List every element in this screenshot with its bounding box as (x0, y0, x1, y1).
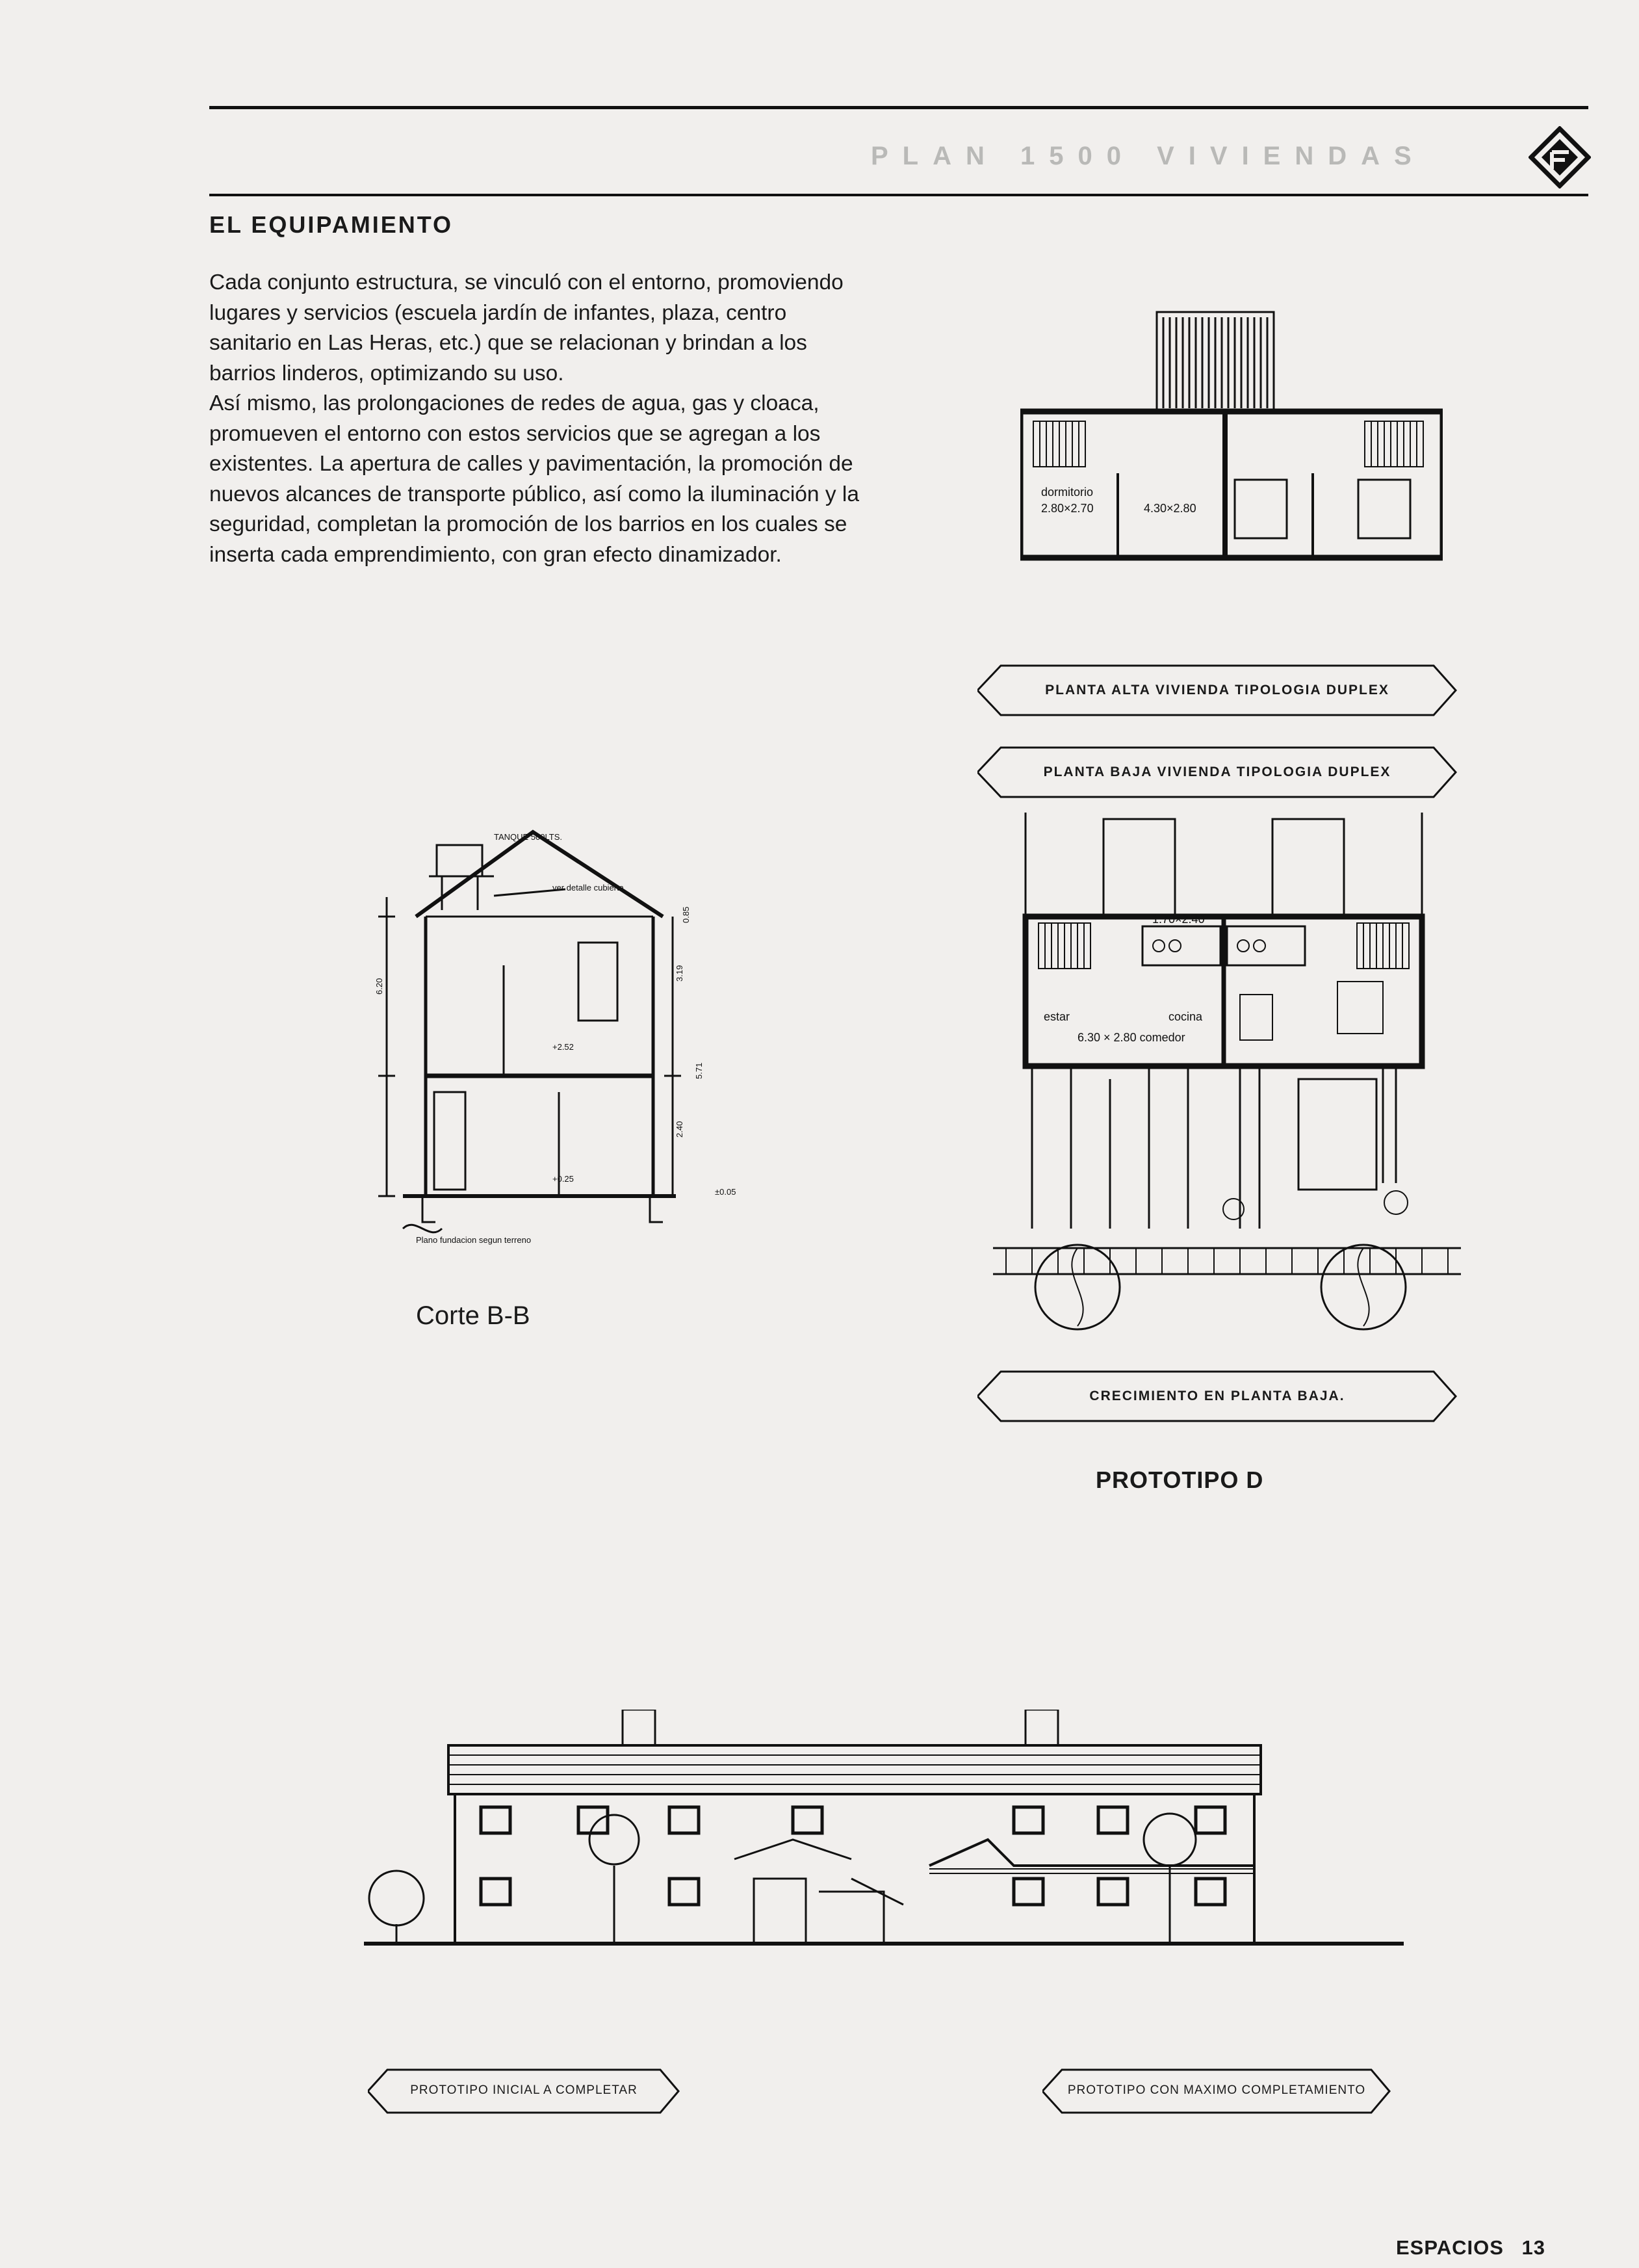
lower-plan-banner: PLANTA BAJA VIVIENDA TIPOLOGIA DUPLEX (1043, 764, 1391, 779)
roof-detail-label: ver detalle cubierta (552, 883, 624, 893)
dimension-label: 0.85 (681, 906, 691, 923)
room-dims: 2.80×2.70 (1041, 502, 1094, 515)
room-label: estar (1044, 1010, 1070, 1023)
header-rule-top (209, 106, 1588, 109)
page-number: 13 (1521, 2236, 1546, 2259)
tank-label: TANQUE 500LTS. (494, 832, 562, 842)
magazine-name: ESPACIOS (1396, 2236, 1504, 2259)
upper-floor-plan (1020, 311, 1443, 564)
room-dims: 6.30 × 2.80 comedor (1078, 1031, 1185, 1044)
lower-floor-plan (993, 806, 1461, 1359)
level-label: +0.25 (552, 1174, 574, 1184)
room-label: dormitorio (1041, 486, 1094, 499)
upper-plan-banner: PLANTA ALTA VIVIENDA TIPOLOGIA DUPLEX (1045, 683, 1389, 697)
initial-prototype-banner: PROTOTIPO INICIAL A COMPLETAR (410, 2083, 638, 2097)
level-label: ±0.05 (715, 1187, 736, 1197)
paragraph: Así mismo, las prolongaciones de redes de agua, gas y cloaca, promueven el entorno con estos servicios que se agregan a los existentes. La apertura de calles y pavimentación, la promoción de nuevos alcances de transporte público, así como la iluminación y la seguridad, completan la promoción de los barrios en los cuales se inserta cada emprendimiento, con gran efecto dinamizador. (209, 391, 859, 567)
paragraph: Cada conjunto estructura, se vinculó con el entorno, promoviendo lugares y servicios (escuela jardín de infantes, plaza, centro sanitario en Las Heras, etc.) que se relacionan y brindan a los barrios linderos, optimizando su uso. (209, 270, 844, 385)
dimension-label: 5.71 (694, 1062, 704, 1079)
dimension-label: 6.20 (374, 978, 384, 995)
room-dims: 1.70×2.40 (1152, 913, 1205, 926)
prototype-title: PROTOTIPO D (1096, 1466, 1264, 1493)
page-footer (1396, 2236, 1545, 2260)
brand-logo (1529, 126, 1591, 189)
section-title: EL EQUIPAMIENTO (209, 211, 454, 238)
level-label: +2.52 (552, 1042, 574, 1052)
body-text (209, 268, 866, 570)
elevation-drawing (364, 1710, 1404, 1963)
room-label: cocina (1168, 1010, 1203, 1023)
ghost-header-title: PLAN 1500 VIVIENDAS (871, 142, 1426, 170)
max-prototype-banner: PROTOTIPO CON MAXIMO COMPLETAMIENTO (1067, 2083, 1366, 2097)
header-rule-bottom (209, 194, 1588, 196)
section-caption: Corte B-B (416, 1301, 530, 1330)
growth-banner: CRECIMIENTO EN PLANTA BAJA. (1089, 1388, 1345, 1403)
dimension-label: 3.19 (675, 965, 684, 982)
section-drawing (364, 826, 767, 1268)
room-dims: 4.30×2.80 (1144, 502, 1196, 515)
foundation-label: Plano fundacion segun terreno (416, 1235, 532, 1245)
dimension-label: 2.40 (675, 1121, 684, 1138)
